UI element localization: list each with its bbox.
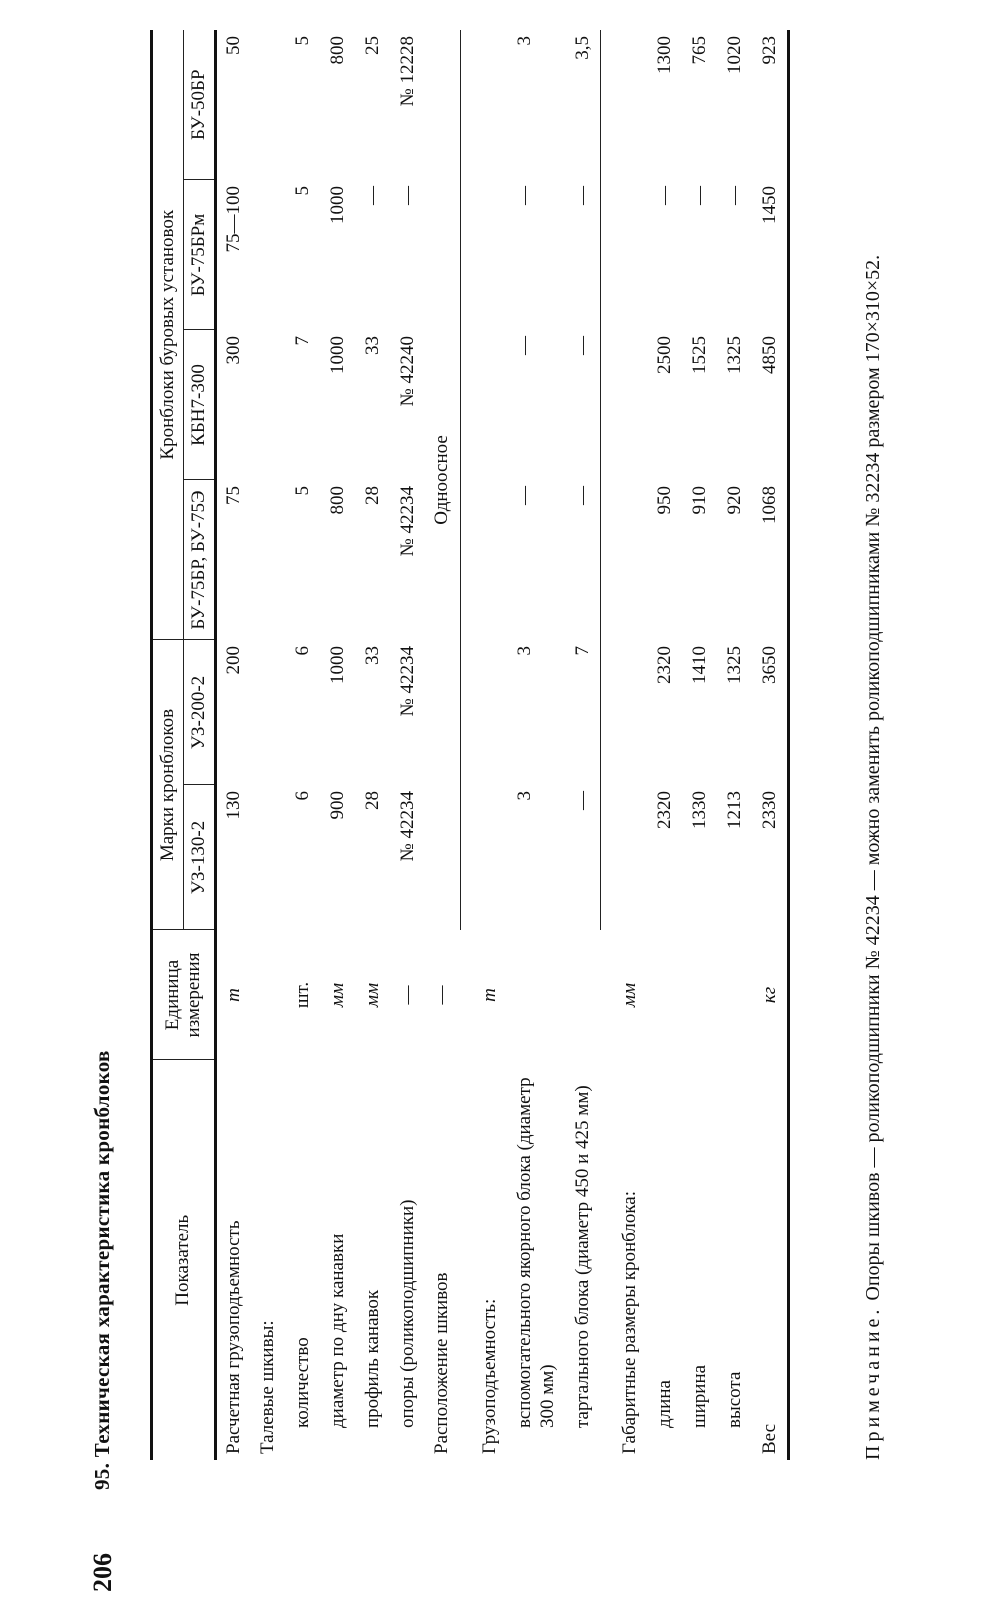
header-group-marks: Марки кронблоков xyxy=(152,640,184,930)
cell: — xyxy=(514,335,536,355)
row-label: количество xyxy=(292,1337,314,1428)
cell: 1325 xyxy=(723,645,745,684)
cell: 1450 xyxy=(753,180,789,330)
cell: № 42234 xyxy=(396,645,418,717)
row-capacity xyxy=(215,30,251,1460)
cell: 3650 xyxy=(753,640,789,785)
cell: 1325 xyxy=(723,335,745,374)
cell: № 42240 xyxy=(396,335,418,407)
cell: — xyxy=(571,185,593,205)
row-length xyxy=(648,30,683,1460)
cell: 923 xyxy=(753,30,789,180)
cell: 1213 xyxy=(723,791,745,829)
cell: 1330 xyxy=(689,791,711,829)
cell: — xyxy=(514,485,536,505)
cell: 6 xyxy=(292,791,314,801)
cell: 7 xyxy=(292,335,314,346)
cell: — xyxy=(361,185,383,205)
cell: — xyxy=(571,335,593,355)
page-number: 206 xyxy=(88,1553,117,1592)
cell: 7 xyxy=(571,645,593,656)
row-unit: шт. xyxy=(292,981,314,1009)
cell: 5 xyxy=(292,35,314,46)
arrangement-span-value: Одноосное xyxy=(431,435,453,525)
row-label: опоры (роликоподшипники) xyxy=(396,1199,418,1428)
cell: 1068 xyxy=(753,480,789,640)
cell: 6 xyxy=(292,645,314,656)
row-unit: кг xyxy=(753,930,789,1060)
row-bearings xyxy=(391,30,426,1460)
cell: 1020 xyxy=(723,35,745,74)
header-indicator: Показатель xyxy=(152,1060,216,1460)
cell: 3 xyxy=(514,645,536,656)
cell: № 12228 xyxy=(396,35,418,107)
row-unit: — xyxy=(396,985,418,1005)
row-unit: мм xyxy=(619,982,641,1008)
cell: — xyxy=(689,185,711,205)
row-label: Габаритные размеры кронблока: xyxy=(619,1190,641,1454)
table-title: 95. Техническая характеристика кронблоков xyxy=(90,1050,114,1490)
cell: 4850 xyxy=(753,330,789,480)
cell: 1410 xyxy=(689,645,711,684)
cell: 1000 xyxy=(327,645,349,684)
cell: 50 xyxy=(222,35,244,55)
note-text: Опоры шкивов — роликоподшипники № 42234 — можно заменить роликоподшипниками № 32234 размером 170×310×52. xyxy=(862,254,884,1301)
cell: 2320 xyxy=(654,645,676,684)
spec-table xyxy=(150,30,790,1460)
table-note xyxy=(860,30,886,1460)
cell: 2330 xyxy=(753,785,789,930)
header-col-bu75: БУ-75БР, БУ-75Э xyxy=(183,480,215,640)
row-arrangement xyxy=(425,30,460,1460)
row-label: профиль канавок xyxy=(361,1289,383,1428)
header-col-uz200: УЗ-200-2 xyxy=(183,640,215,785)
row-weight xyxy=(753,30,789,1460)
cell: — xyxy=(396,185,418,205)
row-diameter xyxy=(321,30,356,1460)
header-col-kbn: КБН7-300 xyxy=(183,330,215,480)
cell: — xyxy=(723,185,745,205)
cell: 200 xyxy=(222,645,244,675)
row-height xyxy=(718,30,753,1460)
cell: 950 xyxy=(654,485,676,515)
cell: 800 xyxy=(327,485,349,515)
cell: — xyxy=(514,185,536,205)
note-lead: Примечание. xyxy=(862,1305,884,1460)
cell: 2320 xyxy=(654,791,676,829)
header-unit: Единица измерения xyxy=(152,930,216,1060)
cell: 900 xyxy=(327,791,349,820)
row-label: диаметр по дну канавки xyxy=(327,1233,349,1428)
row-aux xyxy=(508,30,566,1460)
row-unit: т xyxy=(222,988,244,1002)
cell: 3,5 xyxy=(571,35,593,60)
row-label: длина xyxy=(654,1380,676,1428)
cell: 1300 xyxy=(654,35,676,74)
row-label: вспомогательного якорного блока (диаметр 300 мм) xyxy=(514,1077,558,1428)
cell: 800 xyxy=(327,35,349,65)
cell: 130 xyxy=(222,791,244,820)
cell: 28 xyxy=(361,485,383,505)
cell: 2500 xyxy=(654,335,676,374)
row-width xyxy=(683,30,718,1460)
cell: 1525 xyxy=(689,335,711,374)
row-count xyxy=(286,30,321,1460)
row-sheaves-head xyxy=(251,30,286,1460)
row-lift-head xyxy=(473,30,508,1460)
row-label: ширина xyxy=(689,1364,711,1428)
spec-table-wrapper xyxy=(150,30,790,1460)
cell: — xyxy=(571,485,593,505)
row-label: тартального блока (диаметр 450 и 425 мм) xyxy=(571,1085,593,1428)
cell: № 42234 xyxy=(396,485,418,557)
row-label: Расчетная грузоподъемность xyxy=(222,1220,244,1454)
cell: 28 xyxy=(361,791,383,810)
row-label: Талевые шкивы: xyxy=(257,1320,279,1454)
row-unit: — xyxy=(431,985,453,1005)
cell: — xyxy=(571,791,593,810)
row-unit: т xyxy=(479,988,501,1002)
cell: 920 xyxy=(723,485,745,515)
row-unit: мм xyxy=(327,982,349,1008)
cell: 3 xyxy=(514,35,536,46)
cell: — xyxy=(654,185,676,205)
row-label: высота xyxy=(723,1371,745,1428)
cell: 33 xyxy=(361,335,383,355)
header-col-bu50: БУ-50БР xyxy=(183,30,215,180)
row-label: Вес xyxy=(753,1060,789,1460)
cell: 75—100 xyxy=(222,185,244,253)
row-label: Грузоподъемность: xyxy=(479,1298,501,1454)
cell: 300 xyxy=(222,335,244,365)
header-col-bu75m: БУ-75БРм xyxy=(183,180,215,330)
cell: 910 xyxy=(689,485,711,515)
cell: 25 xyxy=(361,35,383,55)
row-tartal xyxy=(566,30,601,1460)
row-label: Расположение шкивов xyxy=(431,1272,453,1454)
cell: 5 xyxy=(292,185,314,196)
cell: 33 xyxy=(361,645,383,665)
cell: 5 xyxy=(292,485,314,496)
header-col-uz130: УЗ-130-2 xyxy=(183,785,215,930)
row-profile xyxy=(356,30,391,1460)
header-group-rigs: Кронблоки буровых установок xyxy=(152,30,184,640)
cell: № 42234 xyxy=(396,791,418,862)
cell: 3 xyxy=(514,791,536,801)
cell: 75 xyxy=(222,485,244,505)
row-dims-head xyxy=(613,30,648,1460)
cell: 765 xyxy=(689,35,711,65)
cell: 1000 xyxy=(327,335,349,374)
cell: 1000 xyxy=(327,185,349,224)
row-unit: мм xyxy=(361,982,383,1008)
